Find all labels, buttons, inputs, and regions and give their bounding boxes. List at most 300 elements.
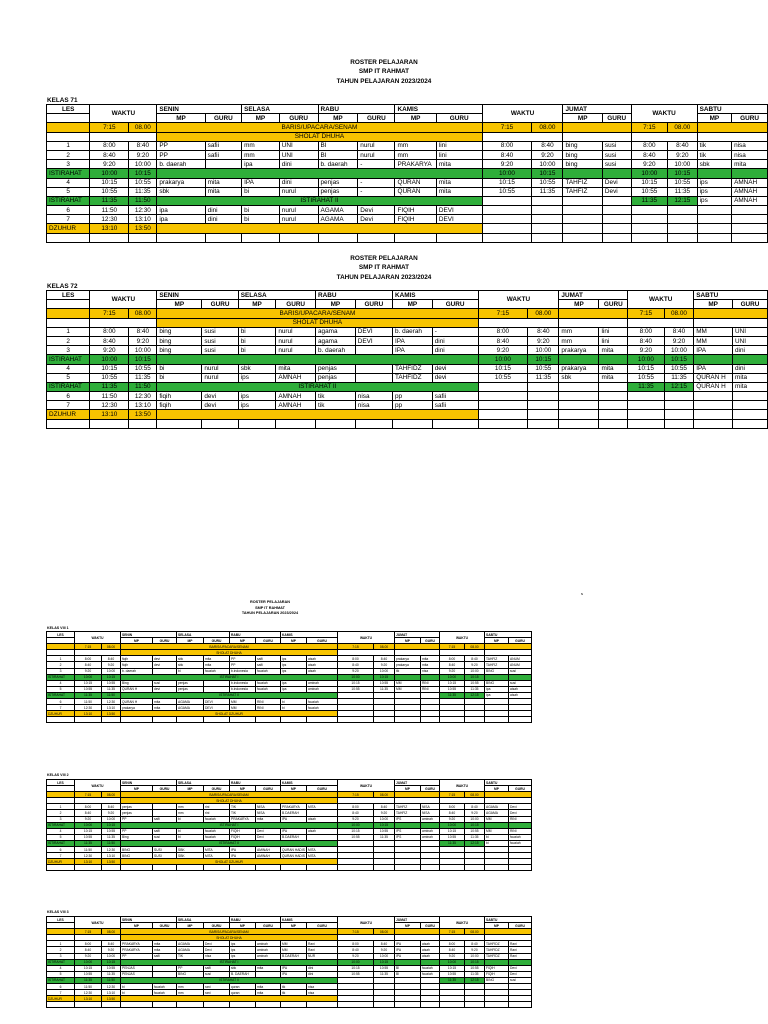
time-start: 9:20 [628, 346, 665, 355]
time-start: 8:40 [90, 150, 129, 159]
teacher: susi [602, 150, 631, 159]
col-les: LES [47, 632, 75, 638]
cell [204, 717, 230, 723]
time-start: 9:20 [90, 346, 129, 355]
teacher: safii [205, 141, 241, 150]
teacher: AMNAH [276, 392, 316, 401]
teacher: fauziah [204, 816, 230, 822]
teacher: MITA [307, 847, 338, 853]
time-start: 9:20 [338, 816, 374, 822]
time-start: 9:20 [440, 953, 465, 959]
subject: BI [395, 971, 421, 977]
break-label: ISTIRAHAT [47, 355, 90, 364]
col-mp: MP [318, 114, 358, 123]
teacher: mita [153, 699, 177, 705]
les-number: 5 [47, 686, 75, 692]
cell [559, 309, 628, 318]
subject: penjas [318, 178, 358, 187]
time-start: 10:55 [90, 373, 129, 382]
col-mp: MP [242, 114, 280, 123]
roster-title [284, 254, 484, 282]
time-start: 8:40 [338, 947, 374, 953]
teacher: safii [204, 965, 230, 971]
break-mid-label: ISTIRAHAT II [157, 196, 482, 205]
teacher: dini [432, 346, 478, 355]
col-guru: GURU [599, 300, 628, 309]
teacher: safii [432, 392, 478, 401]
cell [440, 865, 465, 871]
time-start: 10:55 [338, 834, 374, 840]
teacher: AMNAH [732, 196, 768, 205]
cell [102, 865, 121, 871]
teacher: Devi [509, 971, 532, 977]
subject: MM [485, 828, 509, 834]
teacher: mita [204, 662, 230, 668]
time-start: 9:20 [75, 816, 102, 822]
time-end: 10:15 [102, 959, 121, 965]
time-end: 9:20 [374, 947, 395, 953]
subject: b.indonesia [230, 686, 256, 692]
time-end: 11:35 [374, 971, 395, 977]
time-end: 8:40 [374, 804, 395, 810]
teacher [355, 364, 392, 373]
col-waktu-3: WAKTU [440, 632, 485, 644]
time-start: 7:15 [440, 644, 465, 650]
cell [694, 410, 733, 419]
time-start: 12:30 [75, 705, 102, 711]
cell [307, 1002, 338, 1008]
teacher: devi [153, 656, 177, 662]
time-start: 8:40 [338, 810, 374, 816]
teacher: safii [256, 662, 281, 668]
teacher: Devi [602, 187, 631, 196]
teacher: dini [205, 206, 241, 215]
subject: PP [121, 828, 153, 834]
subject: bi [177, 834, 204, 840]
col-mp: MP [485, 638, 509, 644]
time-start: 10:15 [478, 364, 528, 373]
col-guru: GURU [153, 786, 177, 792]
subject: bi [177, 668, 204, 674]
time-start: 10:15 [90, 364, 129, 373]
col-guru: GURU [358, 114, 395, 123]
time-end: 8:40 [374, 941, 395, 947]
subject: FIQIH [395, 206, 436, 215]
time-start: 11:50 [75, 699, 102, 705]
subject: mm [177, 990, 204, 996]
time-start: 13:10 [75, 996, 102, 1002]
time-start: 10:55 [478, 373, 528, 382]
time-end: 10:55 [465, 680, 485, 686]
roster-table [46, 290, 768, 429]
col-kamis: KAMIS [281, 917, 338, 923]
teacher: mita [153, 941, 177, 947]
teacher: nurul [279, 206, 318, 215]
time-end: 9:20 [129, 150, 157, 159]
time-end: 08.00 [668, 123, 698, 132]
time-start: 7:15 [90, 123, 129, 132]
time-end: 11:50 [129, 382, 157, 391]
subject: IPS [395, 834, 421, 840]
col-guru: GURU [153, 923, 177, 929]
teacher: RINI [509, 828, 532, 834]
subject: bing [157, 327, 202, 336]
teacher: - [432, 327, 478, 336]
break-label: ISTIRAHAT [47, 959, 75, 965]
cell [47, 717, 75, 723]
subject: ips [238, 373, 276, 382]
cell [202, 419, 238, 428]
subject: TAHFIDZ [485, 941, 509, 947]
subject: IPA [395, 947, 421, 953]
subject: tik [395, 668, 421, 674]
cell [733, 419, 768, 428]
subject: MM [395, 680, 421, 686]
time-start: 10:55 [440, 971, 465, 977]
subject [694, 392, 733, 401]
col-waktu: WAKTU [75, 780, 121, 792]
time-end: 13:10 [129, 215, 157, 224]
time-end: 9:20 [664, 336, 694, 345]
col-rabu: RABU [230, 632, 281, 638]
teacher: RINI [509, 816, 532, 822]
col-guru: GURU [276, 300, 316, 309]
time-start: 7:15 [482, 123, 532, 132]
col-kamis: KAMIS [395, 105, 482, 114]
subject: ipa [281, 686, 307, 692]
time-start: 10:55 [631, 187, 668, 196]
break-label: ISTIRAHAT [47, 840, 75, 846]
teacher: NISA [421, 804, 440, 810]
subject: pp [392, 401, 432, 410]
time-end: 11:50 [102, 840, 121, 846]
time-end: 08.00 [374, 792, 395, 798]
subject: TAHFIDZ [485, 953, 509, 959]
time-start: 10:00 [75, 822, 102, 828]
time-start: 7:15 [75, 644, 102, 650]
time-start: 8:00 [440, 804, 465, 810]
col-mp: MP [694, 300, 733, 309]
teacher: dini [307, 971, 338, 977]
time-start: 10:00 [478, 355, 528, 364]
subject: TIK [230, 810, 256, 816]
time-end: 10:15 [374, 674, 395, 680]
teacher: Devi [509, 965, 532, 971]
subject: b. daerah [318, 160, 358, 169]
break-label: ISTIRAHAT [47, 692, 75, 698]
time-start: 10:55 [440, 686, 465, 692]
subject: MM [485, 816, 509, 822]
teacher: fauziah [153, 984, 177, 990]
time-start: 8:40 [482, 150, 532, 159]
time-start [628, 392, 665, 401]
teacher: mita [204, 656, 230, 662]
cell [238, 419, 276, 428]
teacher: devi [432, 373, 478, 382]
time-end: 10:15 [664, 355, 694, 364]
teacher: MITA [204, 847, 230, 853]
cell [509, 1002, 532, 1008]
teacher: safii [153, 828, 177, 834]
teacher: aisah [509, 692, 532, 698]
subject [694, 401, 733, 410]
time-end: 13:50 [129, 224, 157, 233]
time-end: 08.00 [374, 644, 395, 650]
time-end: 8:40 [532, 141, 563, 150]
les-number: 6 [47, 206, 90, 215]
time-start: 10:00 [440, 822, 465, 828]
subject: PP [157, 150, 205, 159]
subject: AGAMA [485, 810, 509, 816]
teacher: devi [153, 686, 177, 692]
les-number: 6 [47, 984, 75, 990]
subject: MM [281, 941, 307, 947]
col-mp: MP [281, 638, 307, 644]
subject: b. daerah [157, 160, 205, 169]
teacher: RINI [421, 686, 440, 692]
teacher: nurul [279, 187, 318, 196]
col-mp: MP [121, 923, 153, 929]
subject: penjas [316, 364, 356, 373]
roster-title [170, 600, 370, 617]
time-end: 12:30 [129, 392, 157, 401]
time-start: 10:55 [628, 373, 665, 382]
teacher: AMINAH [256, 853, 281, 859]
subject: sbk [157, 187, 205, 196]
col-senin: SENIN [121, 780, 177, 786]
time-start: 10:00 [338, 959, 374, 965]
teacher: AMNAH [276, 373, 316, 382]
col-guru: GURU [355, 300, 392, 309]
teacher: UNI [279, 150, 318, 159]
cell [307, 717, 338, 723]
les-number: 3 [47, 346, 90, 355]
roster-block-kelas-72 [0, 0, 768, 450]
teacher: nisa [307, 990, 338, 996]
subject: FIQIH [485, 965, 509, 971]
les-number: 4 [47, 828, 75, 834]
cell [121, 717, 153, 723]
time-end: 9:20 [465, 947, 485, 953]
subject: mm [395, 150, 436, 159]
time-start: 10:15 [75, 680, 102, 686]
teacher: - [358, 178, 395, 187]
subject: PENJAS [121, 965, 153, 971]
roster-table [46, 631, 532, 723]
teacher: dini [205, 215, 241, 224]
time-end: 8:40 [664, 327, 694, 336]
les-number: 7 [47, 990, 75, 996]
subject: PRAKARYA [281, 804, 307, 810]
empty-row [47, 419, 768, 428]
col-senin: SENIN [121, 917, 177, 923]
col-kamis: KAMIS [281, 632, 338, 638]
time-end: 9:20 [668, 150, 698, 159]
subject: SBK [177, 853, 204, 859]
col-waktu-3: WAKTU [628, 291, 694, 309]
col-senin: SENIN [157, 291, 238, 300]
teacher: susi [204, 971, 230, 977]
cell [465, 717, 485, 723]
subject: tik [316, 401, 356, 410]
time-start: 10:00 [75, 959, 102, 965]
time-end: 8:40 [465, 656, 485, 662]
teacher: aminah [421, 816, 440, 822]
time-end: 10:55 [465, 828, 485, 834]
subject: prakarya [395, 656, 421, 662]
cell [90, 419, 129, 428]
time-start: 10:15 [628, 364, 665, 373]
time-start: 10:55 [440, 834, 465, 840]
time-start: 10:00 [628, 355, 665, 364]
teacher: Devi [204, 947, 230, 953]
teacher: Rani [509, 941, 532, 947]
subject: TAHFIDZ [392, 364, 432, 373]
teacher: DEVI [355, 327, 392, 336]
time-end: 08.00 [528, 309, 559, 318]
subject: IPA [694, 364, 733, 373]
subject: bi [238, 336, 276, 345]
col-waktu-2: WAKTU [338, 780, 395, 792]
teacher: safii [256, 656, 281, 662]
baris-label: BARIS/UPACARA/SENAM [121, 644, 338, 650]
subject: sbk [177, 662, 204, 668]
les-number: 3 [47, 816, 75, 822]
col-kamis: KAMIS [392, 291, 478, 300]
cell [374, 1002, 395, 1008]
subject: mm [177, 984, 204, 990]
time-end: 10:00 [374, 668, 395, 674]
col-waktu: WAKTU [90, 291, 157, 309]
cell [153, 865, 177, 871]
time-end [664, 392, 694, 401]
cell [338, 717, 374, 723]
cell [392, 419, 432, 428]
time-end: 08.00 [532, 123, 563, 132]
subject: TAHFIDZ [485, 947, 509, 953]
cell [230, 865, 256, 871]
time-end: 10:15 [532, 169, 563, 178]
cell [338, 1002, 374, 1008]
teacher: mita [153, 947, 177, 953]
col-selasa: SELASA [177, 917, 230, 923]
time-start: 11:35 [75, 977, 102, 983]
roster-table [46, 916, 532, 1008]
dzuhur-label: DZUHUR [47, 996, 75, 1002]
col-les: LES [47, 780, 75, 786]
time-start: 10:15 [90, 178, 129, 187]
subject: sbk [559, 373, 599, 382]
time-end: 10:55 [129, 178, 157, 187]
subject: IPA [392, 346, 432, 355]
subject: QURAN H [694, 373, 733, 382]
subject: PP [177, 965, 204, 971]
time-start: 8:00 [478, 327, 528, 336]
roster-title-line1: ROSTER PELAJARAN [350, 59, 418, 66]
time-start: 8:00 [75, 941, 102, 947]
subject: IPA [230, 847, 256, 853]
col-guru: GURU [204, 638, 230, 644]
time-end: 8:40 [465, 804, 485, 810]
time-start: 11:35 [75, 840, 102, 846]
teacher: susi [509, 680, 532, 686]
col-guru: GURU [602, 114, 631, 123]
teacher: mita [436, 187, 482, 196]
teacher: dini [279, 160, 318, 169]
teacher: Devi [256, 828, 281, 834]
time-start: 8:00 [631, 141, 668, 150]
time-start: 9:20 [338, 953, 374, 959]
time-start: 8:40 [75, 662, 102, 668]
subject: penjas [177, 680, 204, 686]
subject: AGAMA [318, 206, 358, 215]
cell [628, 318, 694, 327]
cell [47, 318, 90, 327]
les-number: 2 [47, 150, 90, 159]
subject: QURAN H [121, 686, 153, 692]
time-start: 7:15 [628, 309, 665, 318]
time-end: 13:50 [129, 410, 157, 419]
time-start: 8:00 [338, 804, 374, 810]
subject: QURAN HADIS [282, 853, 305, 858]
col-selasa: SELASA [242, 105, 318, 114]
time-end: 11:35 [528, 373, 559, 382]
les-number: 6 [47, 699, 75, 705]
time-end: 11:35 [102, 686, 121, 692]
subject: PRAKARYA [121, 941, 153, 947]
cell [528, 382, 559, 391]
subject: ips [230, 953, 256, 959]
subject: bing [157, 346, 202, 355]
lesson-row [47, 327, 768, 336]
teacher: - [358, 160, 395, 169]
time-start: 8:00 [90, 327, 129, 336]
subject: prakarya [559, 364, 599, 373]
time-end [664, 401, 694, 410]
les-number: 1 [47, 804, 75, 810]
col-guru: GURU [732, 114, 768, 123]
time-start: 10:00 [440, 674, 465, 680]
time-start: 10:15 [440, 828, 465, 834]
empty-row [47, 1002, 532, 1008]
cell [465, 865, 485, 871]
subject: MM [694, 336, 733, 345]
dzuhur-label: DZUHUR [47, 224, 90, 233]
cell [421, 717, 440, 723]
teacher: dini [733, 364, 768, 373]
teacher: aisah [421, 953, 440, 959]
break-label: ISTIRAHAT [47, 169, 90, 178]
time-end: 8:40 [129, 141, 157, 150]
teacher: dini [279, 178, 318, 187]
dhuha-label: SHOLAT DHUHA [157, 318, 478, 327]
col-guru: GURU [509, 638, 532, 644]
teacher: mita [436, 178, 482, 187]
teacher: aminah [256, 941, 281, 947]
time-end: 9:20 [465, 810, 485, 816]
subject: IPA [395, 953, 421, 959]
teacher: rini [204, 810, 230, 816]
col-mp: MP [230, 638, 256, 644]
time-end: 11:35 [664, 373, 694, 382]
teacher: MITA [307, 853, 338, 859]
cell [47, 419, 90, 428]
col-jumat: JUMAT [559, 291, 628, 300]
break-label: ISTIRAHAT [47, 822, 75, 828]
cell [102, 1002, 121, 1008]
time-start: 9:20 [75, 953, 102, 959]
cell [478, 410, 528, 419]
